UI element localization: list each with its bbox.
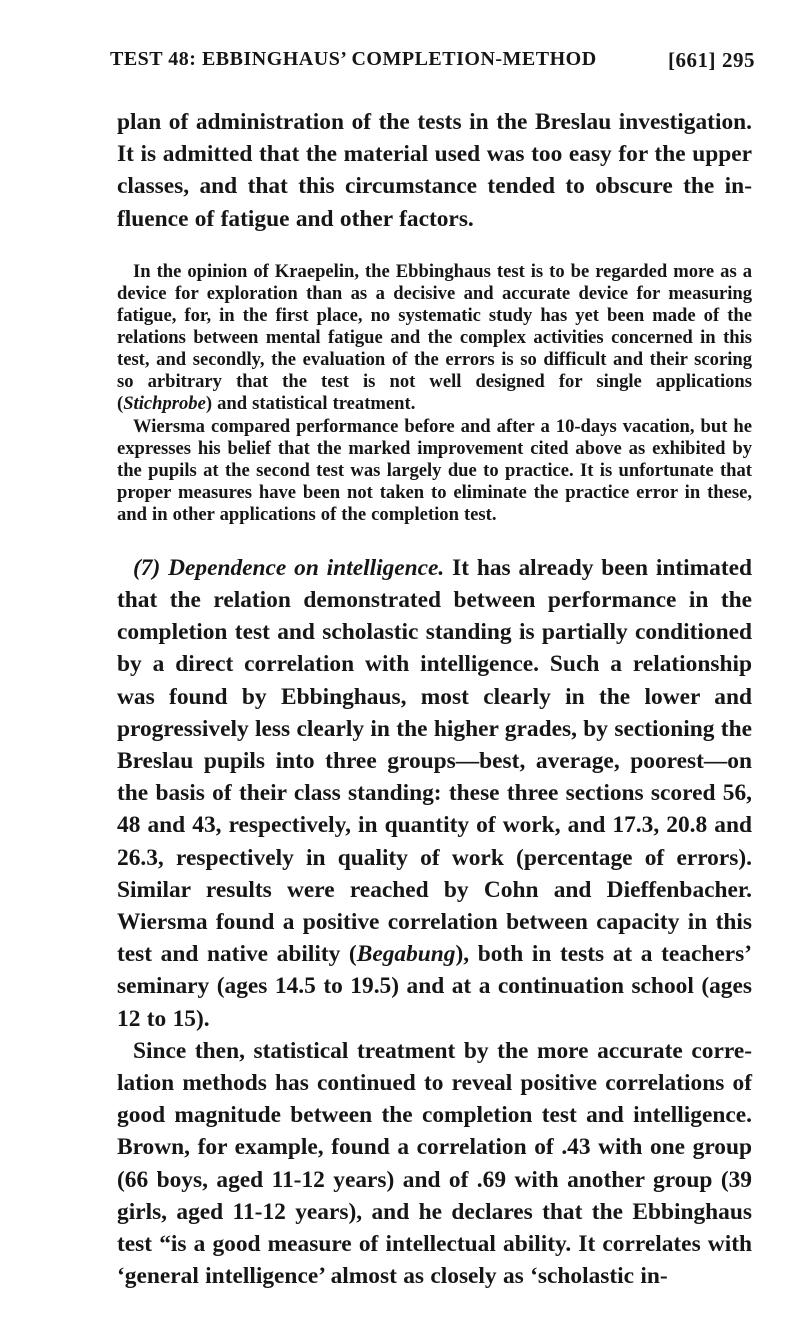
- section-heading: (7) Dependence on intelligence.: [133, 554, 445, 581]
- note-kraepelin: [117, 261, 752, 415]
- folio: [668, 48, 755, 73]
- note-kraepelin-italic-term: Stichprobe: [123, 392, 206, 414]
- note-wiersma: Wiersma compared performance before and after a 10-days vacation, but he expresses his belief that the marked improvement cited above as exhibited by the pupils at the second test was largely due to practice. It is unfortunate that proper measures have been not taken to eliminate the practice error in these, and in other applications of the completion test.: [117, 415, 752, 525]
- section-reference: [661]: [668, 48, 716, 72]
- running-title: TEST 48: EBBINGHAUS’ COMPLETION-METHOD: [110, 48, 597, 70]
- note-kraepelin-text-b: ) and statistical treatment.: [205, 392, 416, 414]
- small-print-notes: [117, 261, 752, 526]
- paragraph-dependence-italic-term: Begabung: [356, 941, 456, 968]
- paragraph-correlation-methods: Since then, statistical treatment by the more accurate correlation methods has continued to reveal positive correlations of good magnitude between the completion test and intelligence. Brown, for example, found a correlation of .43 with one group (66 boys, aged 11-12 years) and of .69 with another group (39 girls, aged 11-12 years), and he declares that the Ebbinghaus test “is a good measure of intellectual ability. It correlates with ‘general intelligence’ almost as closely as ‘scholastic in-: [117, 1037, 752, 1290]
- page-number: 295: [722, 48, 755, 72]
- note-kraepelin-text-a: In the opinion of Kraepelin, the Ebbinghaus test is to be regarded more as a device for exploration than as a decisive and accurate device for measuring fatigue, for, in the first place, no systematic study has yet been made of the relations between mental fatigue and the complex activities concerned in this test, and secondly, the evaluation of the errors is so difficult and their scoring so arbitrary that the test is not well designed for single applications (: [117, 260, 752, 414]
- paragraph-dependence-text-a: It has already been intimated that the relation demonstrated between performance in the completion test and scholastic standing is partially conditioned by a direct correlation with intelligence. Such a relationship was found by Ebbinghaus, most clearly in the lower and progressively less clearly in the higher grades, by sectioning the Breslau pupils into three groups—best, average, poorest—on the basis of their class standing: these three sections scored 56, 48 and 43, respectively, in quantity of work, and 17.3, 20.8 and 26.3, respectively in quality of work (percentage of errors). Similar results were reached by Cohn and Dieffenbacher. Wiersma found a positive correlation between capacity in this test and native ability (: [117, 554, 752, 968]
- paragraph-dependence-on-intelligence: [117, 552, 752, 1035]
- paragraph-continuation: plan of administration of the tests in the Breslau investigation. It is admitted that the material used was too easy for the upper classes, and that this circumstance tended to obscure the influence of fatigue and other factors.: [117, 109, 752, 232]
- paragraph-dependence-text-b: ), both in tests at a teachers’ seminary (ages 14.5 to 19.5) and at a continuation school (ages 12 to 15).: [117, 941, 752, 1032]
- running-head: [110, 48, 755, 78]
- body-text: [117, 106, 752, 1292]
